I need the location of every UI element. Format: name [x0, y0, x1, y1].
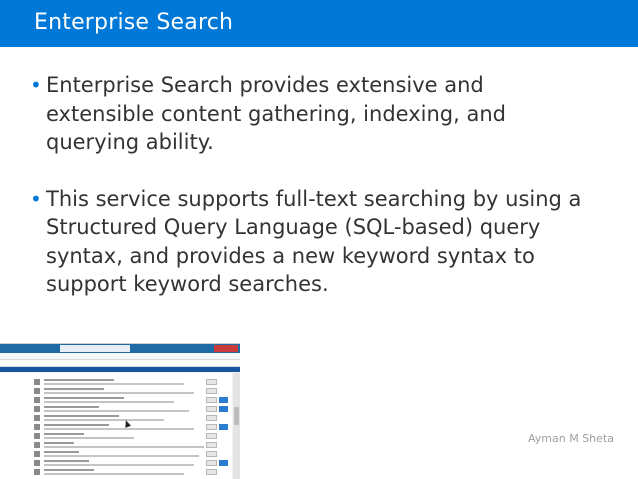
browser-tab	[60, 345, 130, 352]
search-result-icon	[34, 433, 40, 439]
search-result-icon	[34, 451, 40, 457]
list-item	[34, 378, 230, 387]
search-result-icon	[34, 442, 40, 448]
browser-toolbar	[0, 360, 240, 367]
list-item	[34, 387, 230, 396]
search-result-icon	[34, 424, 40, 430]
scrollbar-thumb	[234, 407, 239, 425]
list-item	[34, 459, 230, 468]
screenshot-content	[0, 373, 232, 479]
search-result-icon	[34, 415, 40, 421]
search-result-icon	[34, 406, 40, 412]
bullet-text: This service supports full-text searching by using a Structured Query Language (SQL-based) query syntax, and provides a new keyword syntax to support keyword searches.	[46, 186, 582, 296]
window-controls	[214, 345, 238, 352]
browser-title-bar	[0, 344, 240, 353]
list-item	[34, 423, 230, 432]
list-item	[34, 396, 230, 405]
bullet-item	[30, 185, 630, 299]
list-item	[34, 414, 230, 423]
browser-menu-bar	[0, 353, 240, 360]
list-item	[34, 432, 230, 441]
bullet-dot-icon: •	[30, 73, 42, 97]
list-item	[34, 405, 230, 414]
search-result-icon	[34, 469, 40, 475]
search-result-icon	[34, 460, 40, 466]
slide-title-bar	[0, 0, 638, 47]
author-footer: Ayman M Sheta	[528, 432, 614, 445]
bullet-list	[30, 71, 630, 327]
search-result-icon	[34, 397, 40, 403]
search-result-icon	[34, 379, 40, 385]
search-result-icon	[34, 388, 40, 394]
screenshot-scrollbar	[233, 373, 240, 479]
app-header-bar	[0, 367, 240, 372]
list-item	[34, 468, 230, 477]
list-item	[34, 441, 230, 450]
slide-title: Enterprise Search	[34, 10, 234, 35]
embedded-screenshot	[0, 343, 240, 479]
bullet-text: Enterprise Search provides extensive and extensible content gathering, indexing, and querying ability.	[46, 73, 506, 154]
bullet-dot-icon: •	[30, 186, 42, 211]
list-item	[34, 450, 230, 459]
bullet-item	[30, 71, 630, 157]
